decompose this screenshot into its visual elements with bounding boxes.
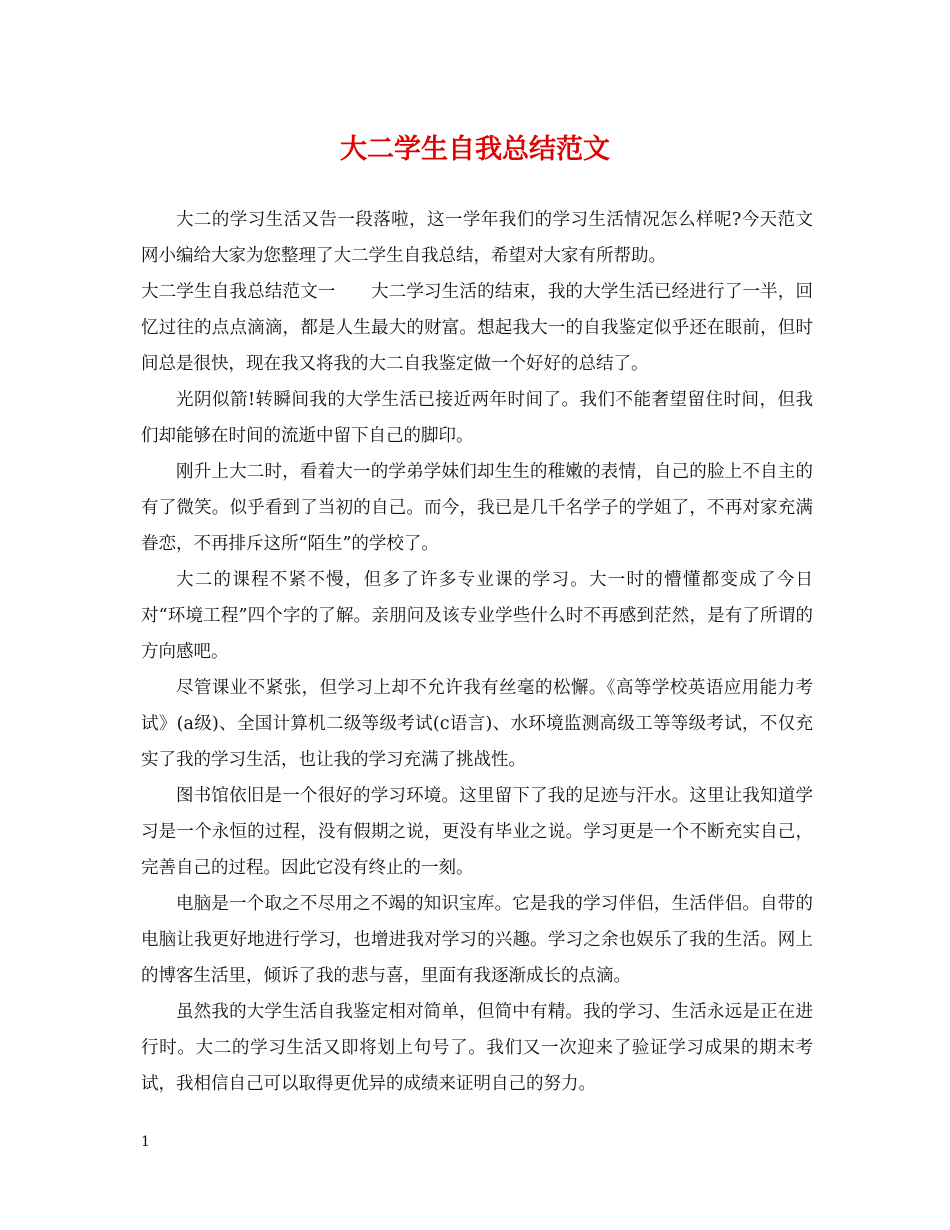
paragraph-computer: 电脑是一个取之不尽用之不竭的知识宝库。它是我的学习伴侣，生活伴侣。自带的电脑让我更好地进行学习，也增进我对学习的兴趣。学习之余也娱乐了我的生活。网上的博客生活里，倾诉了我的悲与喜，里面有我逐渐成长的点滴。 <box>141 894 813 986</box>
paragraph-sophomore-start: 刚升上大二时，看着大一的学弟学妹们却生生的稚嫩的表情，自己的脸上不自主的有了微笑。似乎看到了当初的自己。而今，我已是几千名学子的学姐了，不再对家充满眷恋，不再排斥这所“陌生”的学校了。 <box>141 462 813 554</box>
paragraph-library: 图书馆依旧是一个很好的学习环境。这里留下了我的足迹与汗水。这里让我知道学习是一个永恒的过程，没有假期之说，更没有毕业之说。学习更是一个不断充实自己，完善自己的过程。因此它没有终止的一刻。 <box>141 786 813 878</box>
page-number: 1 <box>141 1134 150 1150</box>
paragraph-conclusion: 虽然我的大学生活自我鉴定相对简单，但简中有精。我的学习、生活永远是正在进行时。大二的学习生活又即将划上句号了。我们又一次迎来了验证学习成果的期末考试，我相信自己可以取得更优异的成绩来证明自己的努力。 <box>141 1002 813 1094</box>
document-body <box>141 202 813 1102</box>
paragraph-essay-one-opening: 大二学生自我总结范文一 大二学习生活的结束，我的大学生活已经进行了一半，回忆过往的点点滴滴，都是人生最大的财富。想起我大一的自我鉴定似乎还在眼前，但时间总是很快，现在我又将我的大二自我鉴定做一个好好的总结了。 <box>141 282 813 374</box>
document-title: 大二学生自我总结范文 <box>340 134 610 165</box>
paragraph-courses: 大二的课程不紧不慢，但多了许多专业课的学习。大一时的懵懂都变成了今日对“环境工程”四个字的了解。亲朋问及该专业学些什么时不再感到茫然，是有了所谓的方向感吧。 <box>141 570 813 662</box>
paragraph-intro: 大二的学习生活又告一段落啦，这一学年我们的学习生活情况怎么样呢?今天范文网小编给大家为您整理了大二学生自我总结，希望对大家有所帮助。 <box>141 210 813 266</box>
paragraph-exams: 尽管课业不紧张，但学习上却不允许我有丝毫的松懈。《高等学校英语应用能力考试》(a级)、全国计算机二级等级考试(c语言)、水环境监测高级工等等级考试，不仅充实了我的学习生活，也让我的学习充满了挑战性。 <box>141 678 813 770</box>
paragraph-time: 光阴似箭!转瞬间我的大学生活已接近两年时间了。我们不能奢望留住时间，但我们却能够在时间的流逝中留下自己的脚印。 <box>141 390 813 446</box>
